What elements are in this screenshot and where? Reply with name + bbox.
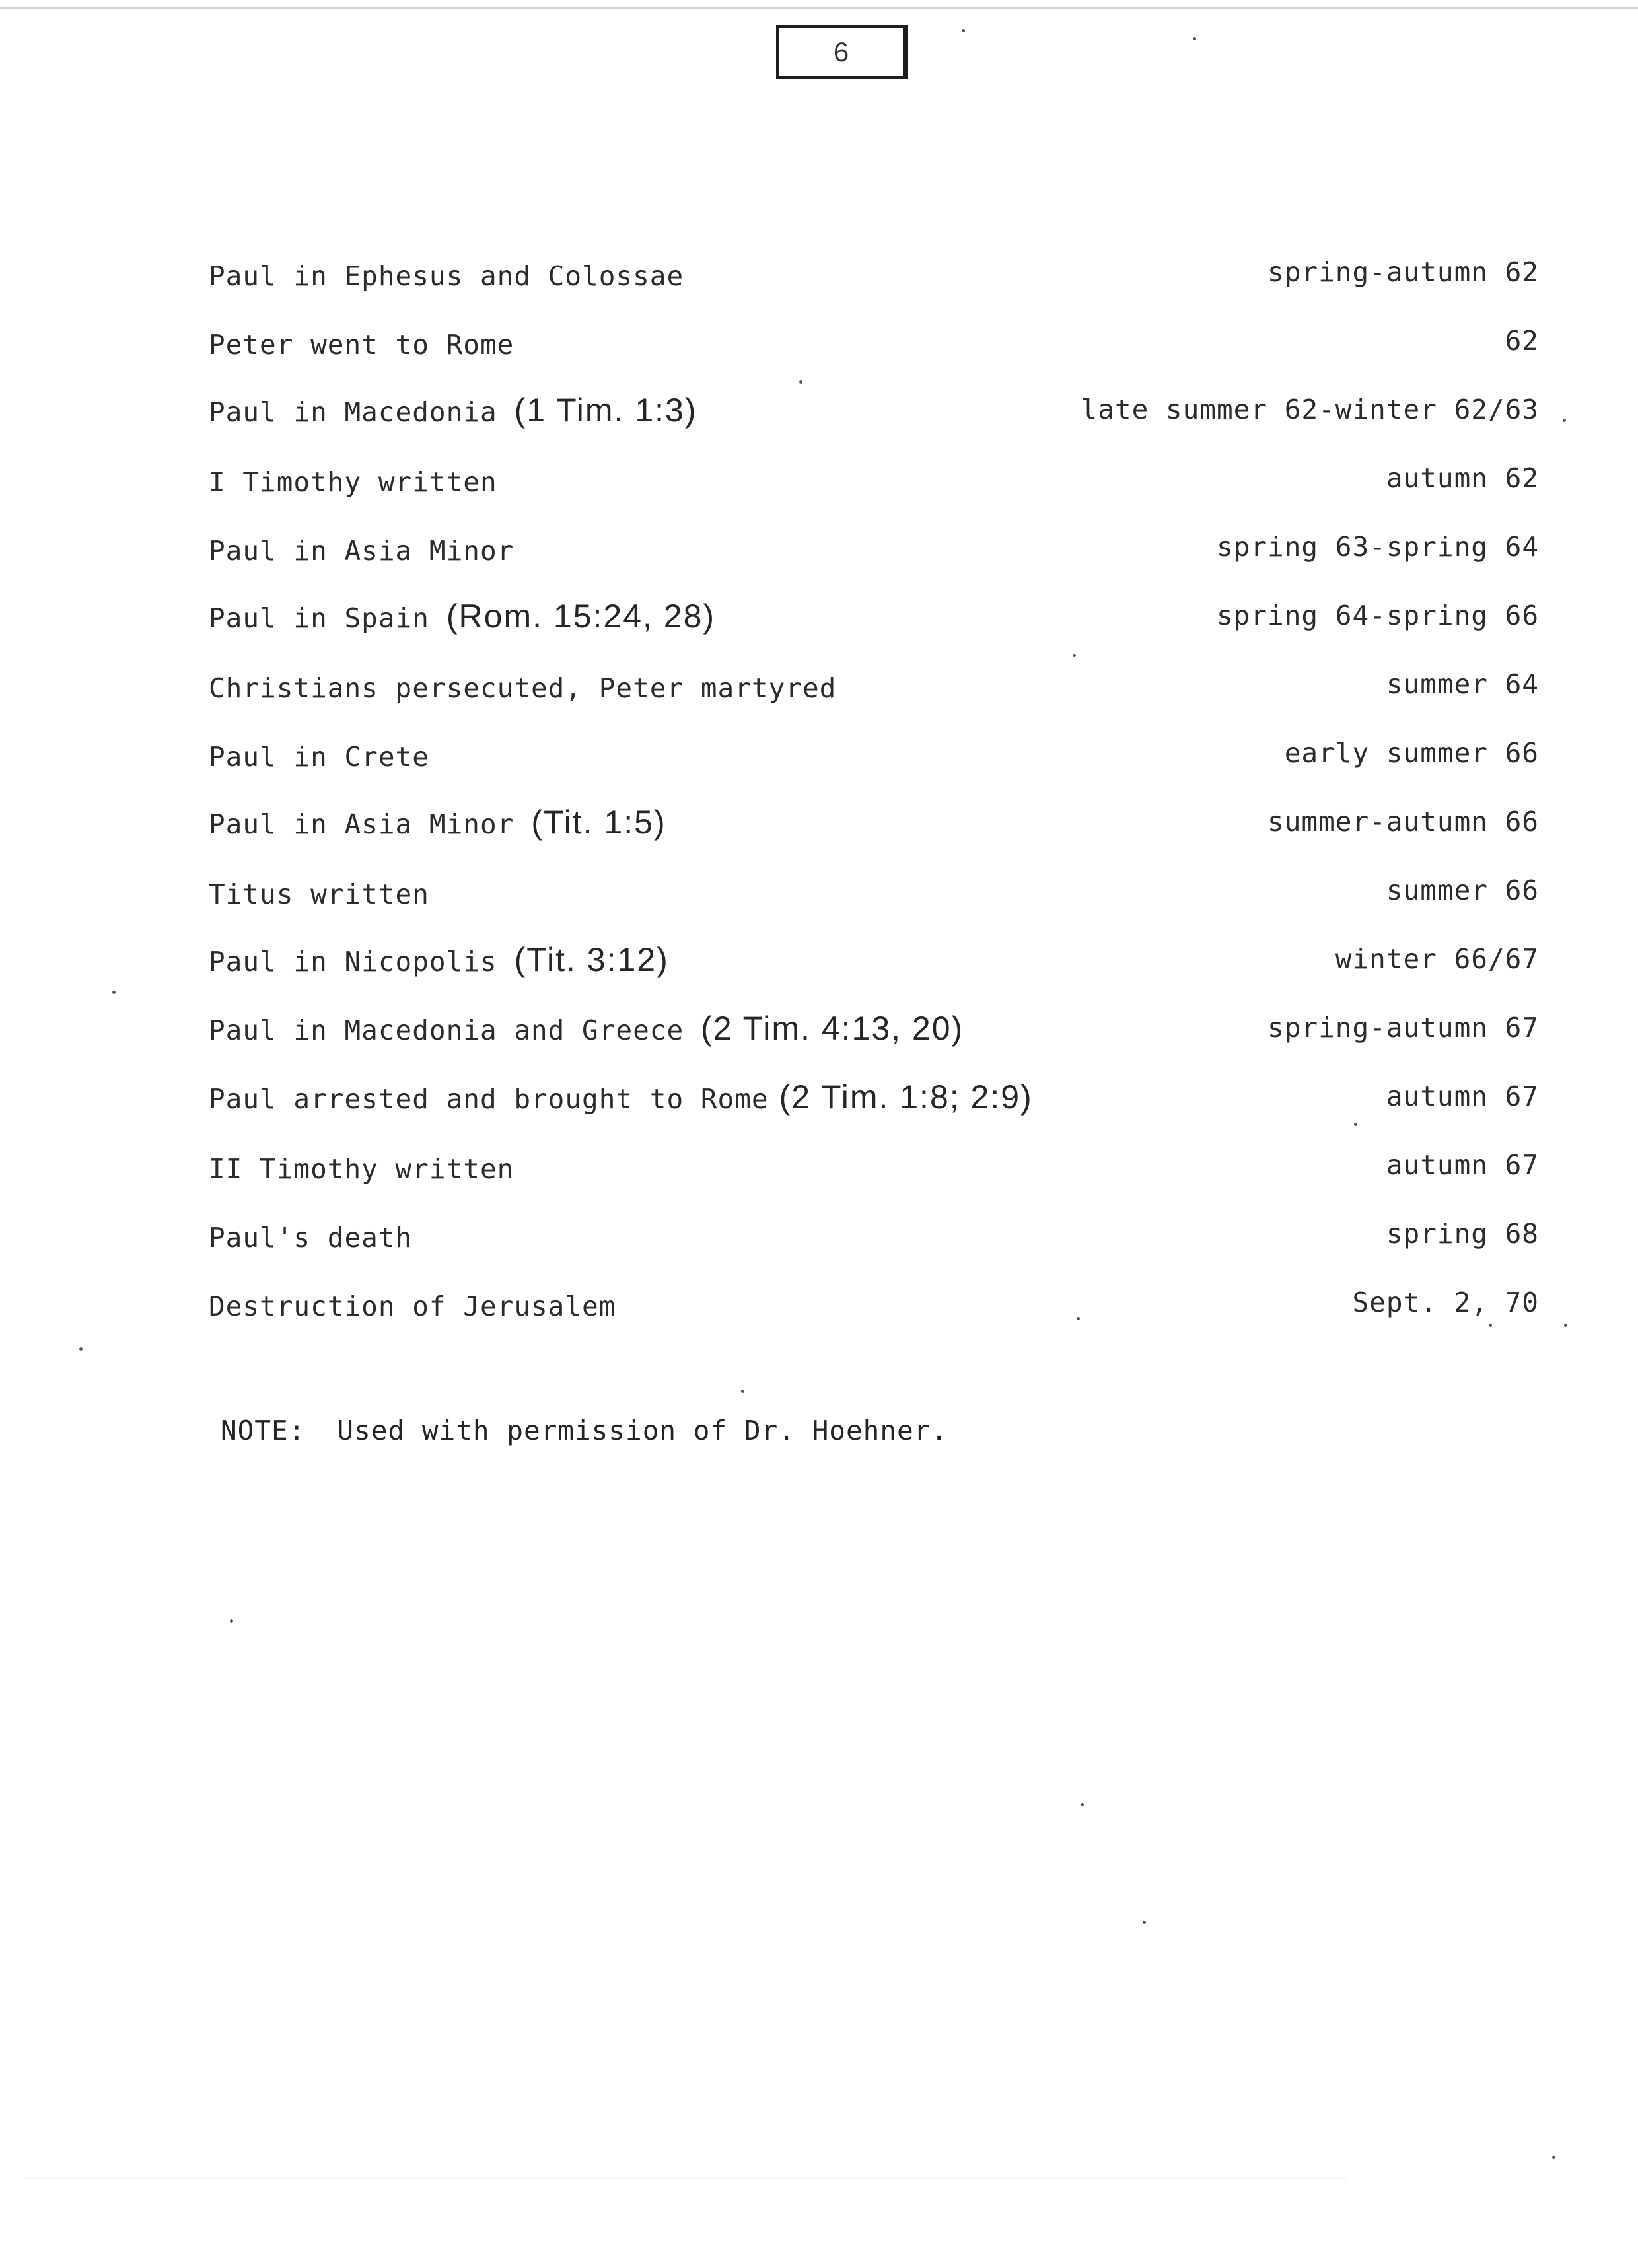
event-date: autumn 67 xyxy=(1386,1081,1539,1112)
scan-speck xyxy=(1143,1921,1146,1924)
event-date: spring-autumn 62 xyxy=(1267,256,1539,288)
event-label xyxy=(209,803,666,841)
scan-speck xyxy=(962,29,965,32)
scripture-reference: (Tit. 3:12) xyxy=(514,941,669,978)
event-date: early summer 66 xyxy=(1284,737,1539,769)
event-label: II Timothy written xyxy=(209,1153,515,1185)
scan-speck xyxy=(1563,419,1566,422)
chronology-row xyxy=(0,1206,1638,1259)
scripture-reference: (2 Tim. 4:13, 20) xyxy=(701,1010,964,1047)
event-label: Paul in Asia Minor xyxy=(209,535,515,567)
event-date: summer-autumn 66 xyxy=(1267,806,1539,837)
event-date: autumn 67 xyxy=(1386,1149,1539,1181)
event-text: Paul arrested and brought to Rome xyxy=(209,1083,769,1115)
scripture-reference: (Rom. 15:24, 28) xyxy=(446,598,716,635)
event-label: Destruction of Jerusalem xyxy=(209,1291,616,1322)
event-label: Peter went to Rome xyxy=(209,329,515,361)
chronology-row xyxy=(0,313,1638,366)
event-text: Paul in Macedonia xyxy=(209,396,497,428)
chronology-row xyxy=(0,588,1638,641)
scan-speck xyxy=(1193,37,1196,40)
event-text: Paul in Nicopolis xyxy=(209,946,497,977)
event-text: Paul in Macedonia and Greece xyxy=(209,1014,684,1046)
event-label xyxy=(209,391,697,429)
event-date: summer 64 xyxy=(1386,668,1539,700)
scan-speck xyxy=(799,380,802,384)
event-label: Paul's death xyxy=(209,1222,413,1254)
note-label: NOTE: xyxy=(221,1415,306,1446)
chronology-row xyxy=(0,1000,1638,1053)
scan-speck xyxy=(1354,1123,1357,1126)
top-scan-rule xyxy=(0,7,1638,9)
chronology-row xyxy=(0,450,1638,503)
scan-speck xyxy=(741,1390,744,1393)
event-date: spring 64-spring 66 xyxy=(1217,600,1539,631)
chronology-row xyxy=(0,244,1638,297)
page-number: 6 xyxy=(833,36,849,67)
event-text: Paul in Asia Minor xyxy=(209,808,515,840)
event-label: I Timothy written xyxy=(209,466,497,498)
scripture-reference: (Tit. 1:5) xyxy=(531,804,666,841)
event-date: 62 xyxy=(1505,325,1539,357)
event-date: autumn 62 xyxy=(1386,462,1539,494)
chronology-row xyxy=(0,1069,1638,1121)
event-date: late summer 62-winter 62/63 xyxy=(1081,394,1539,425)
chronology-row xyxy=(0,519,1638,572)
scan-speck xyxy=(1077,1317,1080,1320)
scan-speck xyxy=(1489,1324,1492,1327)
event-date: winter 66/67 xyxy=(1335,943,1539,975)
scan-speck xyxy=(112,991,116,994)
chronology-row xyxy=(0,656,1638,709)
scan-speck xyxy=(1081,1803,1084,1806)
permission-note xyxy=(221,1415,948,1446)
event-date: spring 63-spring 64 xyxy=(1217,531,1539,563)
event-label: Titus written xyxy=(209,878,429,910)
chronology-row xyxy=(0,794,1638,847)
chronology-row xyxy=(0,382,1638,435)
event-date: summer 66 xyxy=(1386,874,1539,906)
scripture-reference: (1 Tim. 1:3) xyxy=(514,392,697,429)
scan-speck xyxy=(1073,654,1076,657)
chronology-row xyxy=(0,931,1638,984)
scan-speck xyxy=(1552,2156,1555,2159)
page-number-box xyxy=(776,25,908,79)
event-date: spring 68 xyxy=(1386,1218,1539,1250)
chronology-row xyxy=(0,1137,1638,1190)
chronology-row xyxy=(0,725,1638,778)
scripture-reference: (2 Tim. 1:8; 2:9) xyxy=(779,1079,1033,1116)
event-label xyxy=(209,1009,964,1047)
event-text: Paul in Spain xyxy=(209,602,429,634)
scan-speck xyxy=(230,1619,233,1623)
event-label: Paul in Crete xyxy=(209,741,429,773)
note-text: Used with permission of Dr. Hoehner. xyxy=(337,1415,948,1446)
chronology-row xyxy=(0,863,1638,915)
event-label: Christians persecuted, Peter martyred xyxy=(209,672,837,704)
chronology-row xyxy=(0,1275,1638,1328)
scan-speck xyxy=(1564,1324,1567,1327)
event-label xyxy=(209,940,669,979)
event-label: Paul in Ephesus and Colossae xyxy=(209,260,684,292)
event-date: Sept. 2, 70 xyxy=(1352,1287,1539,1318)
event-label xyxy=(209,597,715,635)
event-date: spring-autumn 67 xyxy=(1267,1012,1539,1044)
bottom-scan-rule xyxy=(26,2178,1347,2179)
scan-speck xyxy=(79,1347,83,1351)
event-label xyxy=(209,1078,1033,1116)
